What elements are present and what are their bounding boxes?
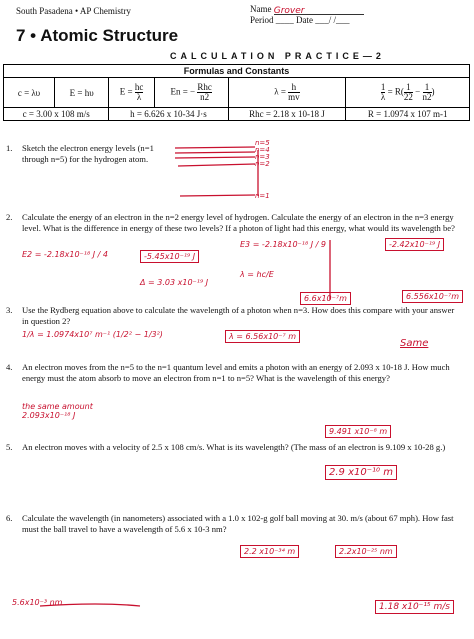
- q2-lambda-answer-2: 6.556x10⁻⁷m: [402, 290, 463, 303]
- q4-note: the same amount 2.093x10⁻¹⁸ J: [22, 402, 93, 420]
- q3-answer: λ = 6.56x10⁻⁷ m: [225, 330, 300, 343]
- constant-c: c = 3.00 x 108 m/s: [4, 108, 109, 121]
- q3-equation: 1/λ = 1.0974x10⁷ m⁻¹ (1/2² − 1/3²): [22, 330, 163, 339]
- q3-same-note: Same: [400, 338, 429, 349]
- q6-answer-2: 2.2x10⁻²⁵ nm: [335, 545, 397, 558]
- q1-level-labels: n=5 n=4 n=3 n=2: [255, 139, 270, 168]
- constant-h: h = 6.626 x 10-34 J·s: [109, 108, 228, 121]
- period-label: Period: [250, 15, 274, 25]
- q2-delta: Δ = 3.03 x10⁻¹⁹ J: [140, 278, 209, 287]
- q2-e2-work: E2 = -2.18x10⁻¹⁸ J / 4: [22, 250, 108, 259]
- page-title: 7 • Atomic Structure: [16, 26, 179, 45]
- date-slashes: / /: [328, 15, 337, 25]
- q6-answer-3: 1.18 x10⁻¹⁵ m/s: [375, 600, 454, 614]
- q2-e3-answer: -2.42x10⁻¹⁹ J: [385, 238, 444, 251]
- q2-lambda-formula: λ = hc/E: [240, 270, 274, 279]
- question-6: 6. Calculate the wavelength (in nanometers) associated with a 1.0 x 102-g golf ball moving at 30. m/s (about 67 mph). How fast must the ball travel to have a wavelength of 5.6 x 10-3 nm?: [6, 513, 454, 534]
- q2-e3-work: E3 = -2.18x10⁻¹⁸ J / 9: [240, 240, 326, 249]
- constant-r: R = 1.0974 x 107 m-1: [346, 108, 470, 121]
- question-4: 4. An electron moves from the n=5 to the n=1 quantum level and emits a photon with an energy of 2.093 x 10-18 J. How much energy must the atom absorb to move an electron from n=1 to n=5? What is the wavelength of this energy?: [6, 362, 450, 383]
- date-label: Date: [296, 15, 313, 25]
- question-1: 1. Sketch the electron energy levels (n=1 through n=5) for the hydrogen atom.: [6, 143, 154, 164]
- q2-lambda-answer: 6.6x10⁻⁷m: [300, 292, 351, 305]
- q6-velocity-work: 5.6x10⁻³ nm: [12, 598, 63, 607]
- formula-heading: Formulas and Constants: [4, 65, 470, 78]
- formula-energy-wavelength: E = $\frac{hc}{\lambda}$: [109, 78, 154, 108]
- name-period-block: Name Grover Period ____ Date ___/ /___: [250, 4, 364, 26]
- school-label: South Pasadena • AP Chemistry: [16, 6, 131, 16]
- q6-answer-1: 2.2 x10⁻³⁴ m: [240, 545, 299, 558]
- formula-debroglie: λ = $\frac{h}{mv}$: [228, 78, 346, 108]
- name-label: Name: [250, 4, 272, 14]
- page-subtitle: CALCULATION PRACTICE—2: [170, 51, 385, 61]
- question-2: 2. Calculate the energy of an electron in the n=2 energy level of hydrogen. Calculate the energy of an electron in the n=3 energy level. What is the difference in energy of these two levels? If a photon of light had this energy, what would its wavelength be?: [6, 212, 455, 233]
- formula-wave: c = λυ: [4, 78, 55, 108]
- formula-bohr: En = − $\frac{\text{Rhc}}{n2}$: [154, 78, 228, 108]
- question-5: 5. An electron moves with a velocity of 2.5 x 108 cm/s. What is its wavelength? (The mass of an electron is 9.109 x 10-28 g.): [6, 442, 446, 452]
- constant-rhc: Rhc = 2.18 x 10-18 J: [228, 108, 346, 121]
- formula-rydberg: $\frac{1}{\lambda}$ = R( $\frac{1}{22}$ − $\frac{1}{n2}$ ): [346, 78, 470, 108]
- q4-answer: 9.491 x10⁻⁸ m: [325, 425, 391, 438]
- q1-level-n1: n=1: [255, 192, 270, 200]
- q5-answer: 2.9 x10⁻¹⁰ m: [325, 465, 397, 480]
- question-3: 3. Use the Rydberg equation above to calculate the wavelength of a photon when n=3. How does this compare with your answer in question 2?: [6, 305, 455, 326]
- formula-planck: E = hυ: [54, 78, 108, 108]
- q2-e2-answer: -5.45x10⁻¹⁹ J: [140, 250, 199, 263]
- name-value: Grover: [273, 6, 305, 16]
